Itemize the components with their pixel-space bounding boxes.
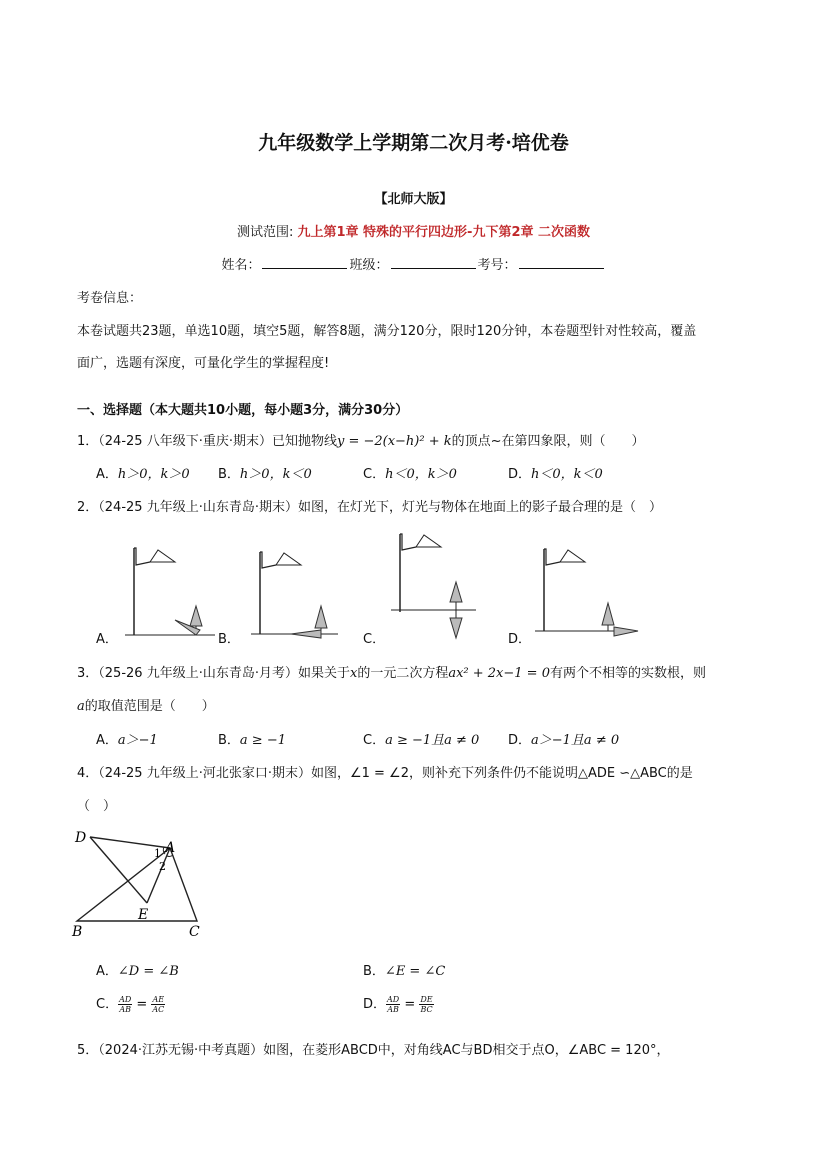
info-line-2: 面广，选题有深度，可量化学生的掌握程度! [77,356,330,371]
q1-formula: y = −2(x−h)² + k [336,434,452,449]
q2-option-c[interactable]: C． [363,632,386,647]
info-heading: 考卷信息： [77,291,143,306]
scope-value: 九上第1章 特殊的平行四边形-九下第2章 二次函数 [297,225,591,240]
q1-source: （24-25 八年级下·重庆·期末）已知抛物线 [98,434,337,449]
info-line-1: 本卷试题共23题，单选10题，填空5题，解答8题，满分120分，限时120分钟，本卷题型针对性较高，覆盖 [77,324,697,339]
point-b-label: B [72,924,83,940]
page-title: 九年级数学上学期第二次月考·培优卷 [258,132,569,154]
q2-figure-b [246,548,346,638]
q2-option-a[interactable]: A． [96,632,118,647]
q1-option-c[interactable]: C．h＜0，k＞0 [363,467,457,482]
angle-2-label: 2 [159,860,166,873]
point-a-label: A [165,840,176,856]
question-5-stem: 5．（2024·江苏无锡·中考真题）如图，在菱形ABCD中，对角线AC与BD相交于点O，∠ABC = 120°， [77,1043,670,1058]
q3-option-c[interactable]: C．a ≥ −1且a ≠ 0 [363,733,480,748]
q4-option-c[interactable]: C． $\frac{AD}{AB}$ = $\frac{AE}{AC}$ [96,995,165,1014]
scope-label: 测试范围: [236,225,294,240]
q2-option-b[interactable]: B． [218,632,240,647]
q3-option-d[interactable]: D．a＞−1且a ≠ 0 [508,733,620,748]
q4-option-a[interactable]: A．∠D = ∠B [96,964,179,979]
point-d-label: D [75,830,87,846]
class-field[interactable] [391,256,476,269]
q4-option-b[interactable]: B．∠E = ∠C [363,964,446,979]
q2-figure-c [386,530,486,642]
question-2-stem: 2．（24-25 九年级上·山东青岛·期末）如图，在灯光下，灯光与物体在地面上的影子最合理的是（ ） [77,500,662,515]
point-c-label: C [189,924,200,940]
class-label: 班级： [349,258,389,273]
q1-option-a[interactable]: A．h＞0，k＞0 [96,467,190,482]
q1-option-d[interactable]: D．h＜0，k＜0 [508,467,603,482]
question-4-stem: 4．（24-25 九年级上·河北张家口·期末）如图，∠1 = ∠2，则补充下列条件仍不能说明△ADE ∽△ABC的是 [77,766,693,781]
q2-figure-d [530,545,645,640]
q2-figure-a [120,540,220,640]
point-e-label: E [138,907,149,923]
q1-stem-tail: 的顶点~在第四象限，则（ ） [451,434,645,449]
question-1-stem [77,430,645,449]
q3-option-b[interactable]: B．a ≥ −1 [218,733,286,748]
name-label: 姓名： [221,258,261,273]
q4-option-d[interactable]: D． $\frac{AD}{AB}$ = $\frac{DE}{BC}$ [363,995,433,1014]
exam-no-label: 考号： [477,258,517,273]
student-info-fields [0,254,827,273]
section-heading: 一、选择题（本大题共10小题，每小题3分，满分30分） [77,403,409,418]
q4-triangle-figure [72,828,212,938]
edition-label: 【北师大版】 [374,192,453,207]
q4-answer-paren: （ ） [77,799,117,814]
q1-number: 1． [77,434,99,449]
test-scope [0,221,827,240]
angle-1-label: 1 [154,847,161,860]
q3-option-a[interactable]: A．a＞−1 [96,733,158,748]
q2-option-d[interactable]: D． [508,632,532,647]
exam-no-field[interactable] [519,256,604,269]
q1-option-b[interactable]: B．h＞0，k＜0 [218,467,312,482]
question-3-stem-line-1: 3．（25-26 九年级上·山东青岛·月考）如果关于x的一元二次方程ax² + 2x−1 = 0有两个不相等的实数根，则 [77,666,706,681]
question-3-stem-line-2: a的取值范围是（ ） [77,699,215,714]
name-field[interactable] [262,256,347,269]
